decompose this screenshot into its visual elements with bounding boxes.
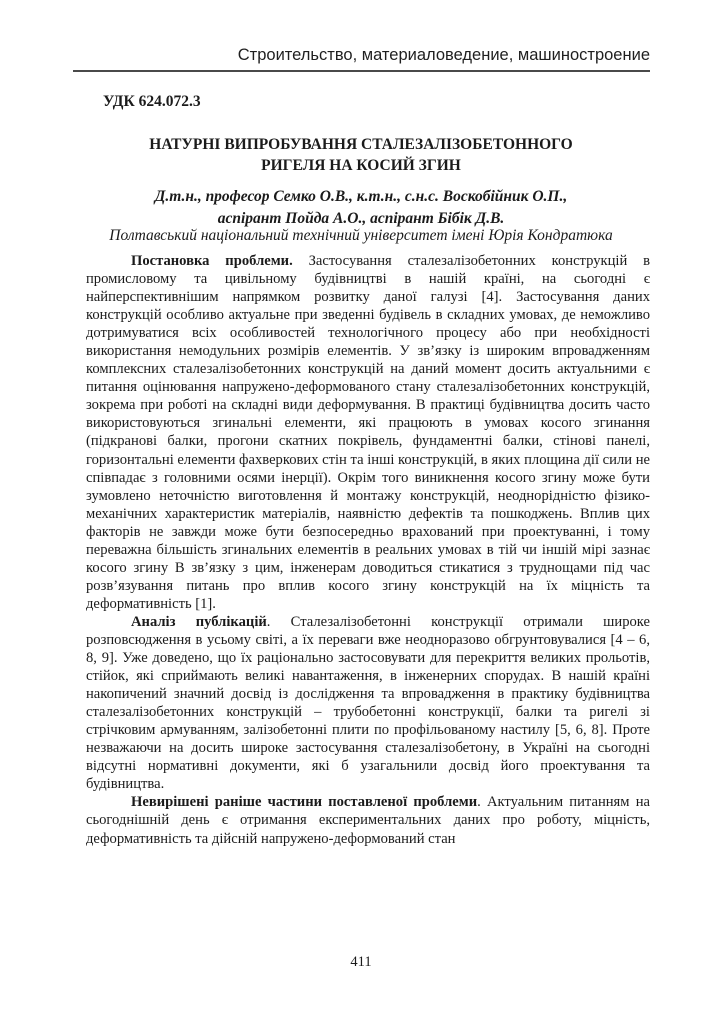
affiliation: Полтавський національний технічний університет імені Юрія Кондратюка (109, 227, 613, 244)
article-body (86, 252, 650, 848)
article-title (61, 134, 661, 176)
paragraph-lead: Аналіз публікацій (131, 613, 267, 630)
paragraph-unsolved-parts (86, 793, 650, 847)
authors-line-1: Д.т.н., професор Семко О.В., к.т.н., с.н.с. Воскобійник О.П., (154, 188, 568, 205)
paragraph-lead: Невирішені раніше частини поставленої проблеми (131, 794, 478, 811)
paragraph-text: . Актуальним питанням на сьогоднішній день є отримання експериментальних даних про роботу, міцність, деформативність та дійсній напружено-деформований стан (86, 794, 650, 847)
journal-running-head: Строительство, материаловедение, машиностроение (237, 46, 650, 64)
article-title-line-1: НАТУРНІ ВИПРОБУВАННЯ СТАЛЕЗАЛІЗОБЕТОННОГО (149, 136, 573, 153)
paragraph-text: . Сталезалізобетонні конструкції отримали широке розповсюдження в усьому світі, а їх переваги вже неодноразово обгрунтовувалися [4 – 6, 8, 9]. Уже доведено, що їх раціонально застосовувати для перекриття великих прольотів, стійок, які сприймають великі навантаження, в інженерних спорудах. В нашій країні накопичений значний досвід із дослідження та впровадження в практику будівництва сталезалізобетонних конструкцій – трубобетонні конструкції, балки та ригелі зі стрічковим армуванням, залізобетонні плити по профільованому настилу [5, 6, 8]. Проте незважаючи на досить широке застосування сталезалізобетону, в Україні на сьогодні відсутні нормативні документи, які б узагальнили досвід його проектування та будівництва. (86, 613, 650, 793)
paragraph-problem-statement (86, 252, 650, 613)
authors (61, 186, 661, 229)
header-divider-rule (73, 70, 650, 72)
paragraph-lead: Постановка проблеми. (131, 253, 293, 269)
page-number: 411 (350, 954, 372, 970)
udc-label: УДК 624.072.3 (103, 93, 201, 110)
authors-line-2: аспірант Пойда А.О., аспірант Бібік Д.В. (217, 209, 505, 227)
paragraph-publications-analysis (86, 613, 650, 793)
article-title-line-2: РИГЕЛЯ НА КОСИЙ ЗГИН (261, 157, 461, 174)
paragraph-text: Застосування сталезалізобетонних конструкцій в промисловому та цивільному будівництві в нашій країні, на сьогодні є найперспективнішим напрямком розвитку даної галузі [4]. Застосування даних конструкцій особливо актуальне при зведенні будівель в складних умовах, де неможливо дотримуватися всіх особливостей технологічного процесу або при необхідності використання немодульних розмірів елементів. У зв’язку із широким впровадженням комплексних сталезалізобетонних конструкцій на даний момент досить актуальними є питання оцінювання напружено-деформованого стану сталезалізобетонних конструкцій, зокрема при роботі на складні види деформування. В практиці будівництва досить часто використовуються згинальні елементи, які працюють в умовах косого згинання (підкранові балки, прогони скатних покрівель, фундаментні балки, стінові панелі, горизонтальні елементи фахверкових стін та інші конструкцій, в яких площина дії сили не співпадає з головними осями інерції). Окрім того виникнення косого згину може бути зумовлено неточністю виготовлення й монтажу конструкцій, неоднорідністю фізико-механічних характеристик матеріалів, наявністю дефектів та пошкоджень. Вплив цих факторів не завжди може бути безпосередньо врахований при проектуванні, і тому переважна більшість згинальних елементів в реальних умовах в тій чи іншій мірі зазнає косого згину В зв’язку з цим, інженерам доводиться стикатися з труднощами під час розв’язування питань про вплив косого згину конструкцій на їх міцність та деформативність [1]. (86, 253, 650, 612)
